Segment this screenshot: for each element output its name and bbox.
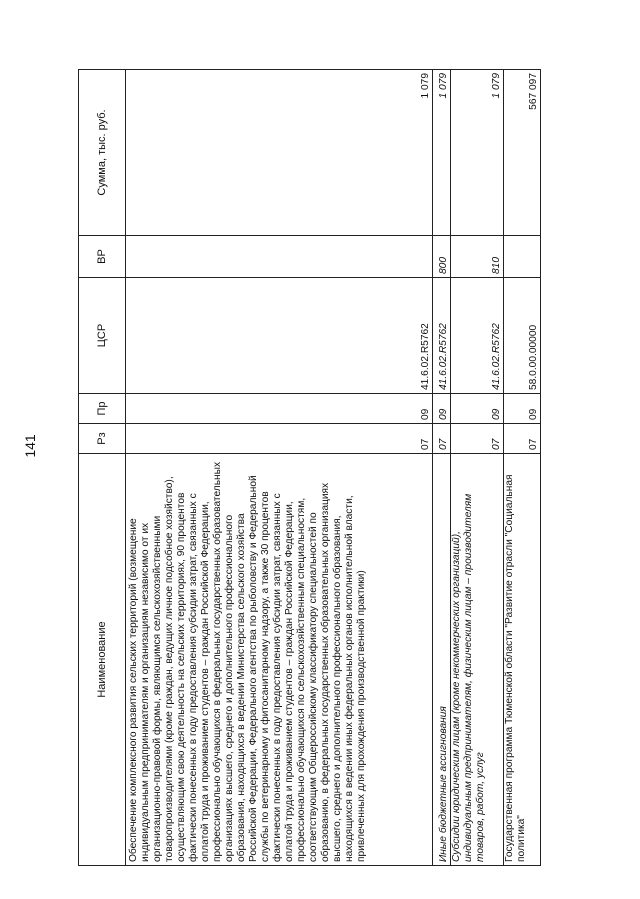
row-pr: 09 [433, 394, 451, 424]
header-pr: Пр [79, 394, 126, 424]
row-vr: 800 [433, 236, 451, 278]
row-pr: 09 [126, 394, 433, 424]
header-csr: ЦСР [79, 278, 126, 394]
table-header-row [79, 70, 126, 866]
header-vr: ВР [79, 236, 126, 278]
row-sum: 1 079 [126, 70, 433, 236]
row-csr: 41.6.02.R5762 [451, 278, 504, 394]
budget-table [78, 69, 541, 866]
row-rz: 07 [504, 424, 541, 454]
table-row [504, 70, 541, 866]
row-vr: 810 [451, 236, 504, 278]
row-name: Субсидии юридическим лицам (кроме некоммерческих организаций), индивидуальным предпринимателям, физическим лицам – производителям товаров, работ, услуг [451, 454, 504, 866]
row-pr: 09 [451, 394, 504, 424]
row-name: Государственная программа Тюменской области "Развитие отрасли "Социальная политика" [504, 454, 541, 866]
row-csr: 41.6.02.R5762 [126, 278, 433, 394]
budget-table-sheet [78, 70, 550, 866]
header-sum: Сумма, тыс. руб. [79, 70, 126, 236]
table-row [433, 70, 451, 866]
row-csr: 58.0.00.00000 [504, 278, 541, 394]
row-csr: 41.6.02.R5762 [433, 278, 451, 394]
page-number: 141 [22, 434, 38, 458]
header-rz: Рз [79, 424, 126, 454]
table-row [451, 70, 504, 866]
row-rz: 07 [433, 424, 451, 454]
row-name: Иные бюджетные ассигнования [433, 454, 451, 866]
row-rz: 07 [451, 424, 504, 454]
row-sum: 567 097 [504, 70, 541, 236]
row-sum: 1 079 [451, 70, 504, 236]
row-vr [126, 236, 433, 278]
row-pr: 09 [504, 394, 541, 424]
row-vr [504, 236, 541, 278]
header-name: Наименование [79, 454, 126, 866]
row-name: Обеспечение комплексного развития сельских территорий (возмещение индивидуальным предпринимателям и организациям независимо от их организационно-правовой формы, являющимся сельскохозяйственными товаропроизводителями (кроме граждан, ведущих личное подсобное хозяйство), осуществляющим свою деятельность на сельских территориях, 90 процентов фактически понесенных в году предоставления субсидии затрат, связанных с оплатой труда и проживанием студентов – граждан Российской Федерации, профессионально обучающихся в федеральных государственных образовательных организациях высшего, среднего и дополнительного профессионального образования, находящихся в ведении Министерства сельского хозяйства Российской Федерации, Федерального агентства по рыболовству и Федеральной службы по ветеринарному и фитосанитарному надзору, а также 30 процентов фактически понесенных в году предоставления субсидии затрат, связанных с оплатой труда и проживанием студентов – граждан Российской Федерации, профессионально обучающихся по сельскохозяйственным специальностям, соответствующим Общероссийскому классификатору специальностей по образованию, в федеральных государственных образовательных организациях высшего, среднего и дополнительного профессионального образования, находящихся в ведении иных федеральных органов исполнительной власти, привлеченных для прохождения производственной практики) [126, 454, 433, 866]
table-row [126, 70, 433, 866]
row-sum: 1 079 [433, 70, 451, 236]
row-rz: 07 [126, 424, 433, 454]
